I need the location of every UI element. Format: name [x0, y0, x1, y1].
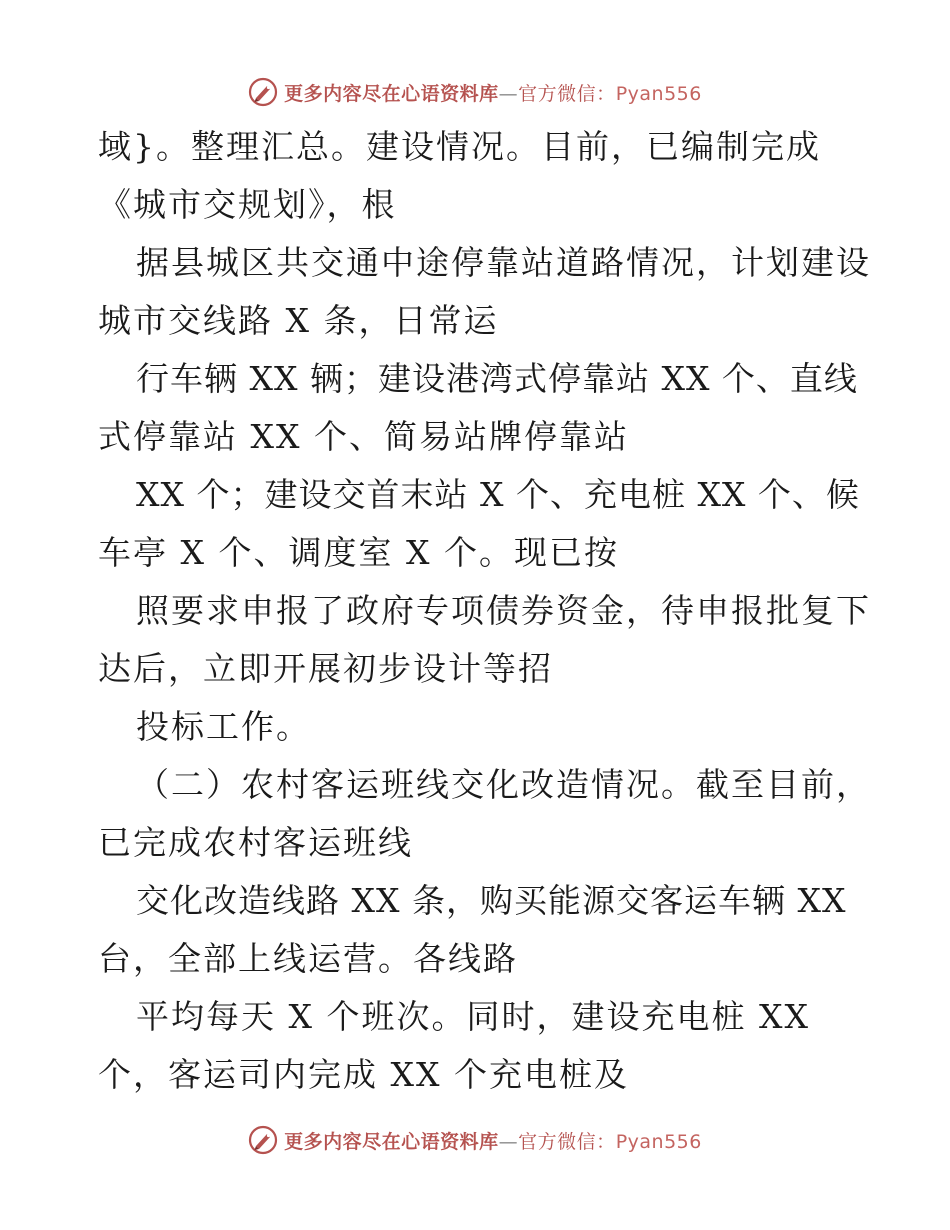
- watermark-separator: —: [498, 82, 519, 105]
- text-line: 照要求申报了政府专项债券资金，待申报批复下: [136, 591, 871, 630]
- watermark-wechat-id: Pyan556: [615, 82, 702, 105]
- text-line: 行车辆 XX 辆；建设港湾式停靠站 XX 个、直线: [136, 359, 858, 398]
- pen-logo-icon: [248, 1125, 278, 1155]
- text-line: 城市交线路 X 条，日常运: [98, 301, 499, 340]
- text-line: 台，全部上线运营。各线路: [98, 939, 518, 978]
- text-line: 交化改造线路 XX 条，购买能源交客运车辆 XX: [136, 881, 847, 920]
- watermark-wechat-id: Pyan556: [615, 1130, 702, 1153]
- text-line: 域}。整理汇总。建设情况。目前，已编制完成: [98, 127, 821, 166]
- watermark-text: [284, 79, 702, 106]
- page-header-watermark: [0, 72, 950, 112]
- text-line: 式停靠站 XX 个、简易站牌停靠站: [98, 417, 629, 456]
- watermark-label: 官方微信：: [518, 82, 616, 105]
- watermark-separator: —: [498, 1130, 519, 1153]
- text-line: 据县城区共交通中途停靠站道路情况，计划建设: [136, 243, 871, 282]
- watermark-text: [284, 1127, 702, 1154]
- watermark-label: 官方微信：: [518, 1130, 616, 1153]
- text-line: 投标工作。: [136, 707, 311, 746]
- watermark-cn: 更多内容尽在心语资料库: [284, 82, 499, 105]
- text-line: 《城市交规划》，根: [98, 185, 397, 224]
- page-footer-watermark: [0, 1120, 950, 1160]
- watermark-cn: 更多内容尽在心语资料库: [284, 1130, 499, 1153]
- text-line: XX 个；建设交首末站 X 个、充电桩 XX 个、候: [136, 475, 860, 514]
- pen-logo-icon: [248, 77, 278, 107]
- text-line: （二）农村客运班线交化改造情况。截至目前，: [136, 765, 871, 804]
- text-line: 已完成农村客运班线: [98, 823, 413, 862]
- document-body: [98, 118, 871, 1104]
- text-line: 平均每天 X 个班次。同时，建设充电桩 XX: [136, 997, 810, 1036]
- text-line: 达后，立即开展初步设计等招: [98, 649, 553, 688]
- text-line: 车亭 X 个、调度室 X 个。现已按: [98, 533, 619, 572]
- text-line: 个，客运司内完成 XX 个充电桩及: [98, 1055, 629, 1094]
